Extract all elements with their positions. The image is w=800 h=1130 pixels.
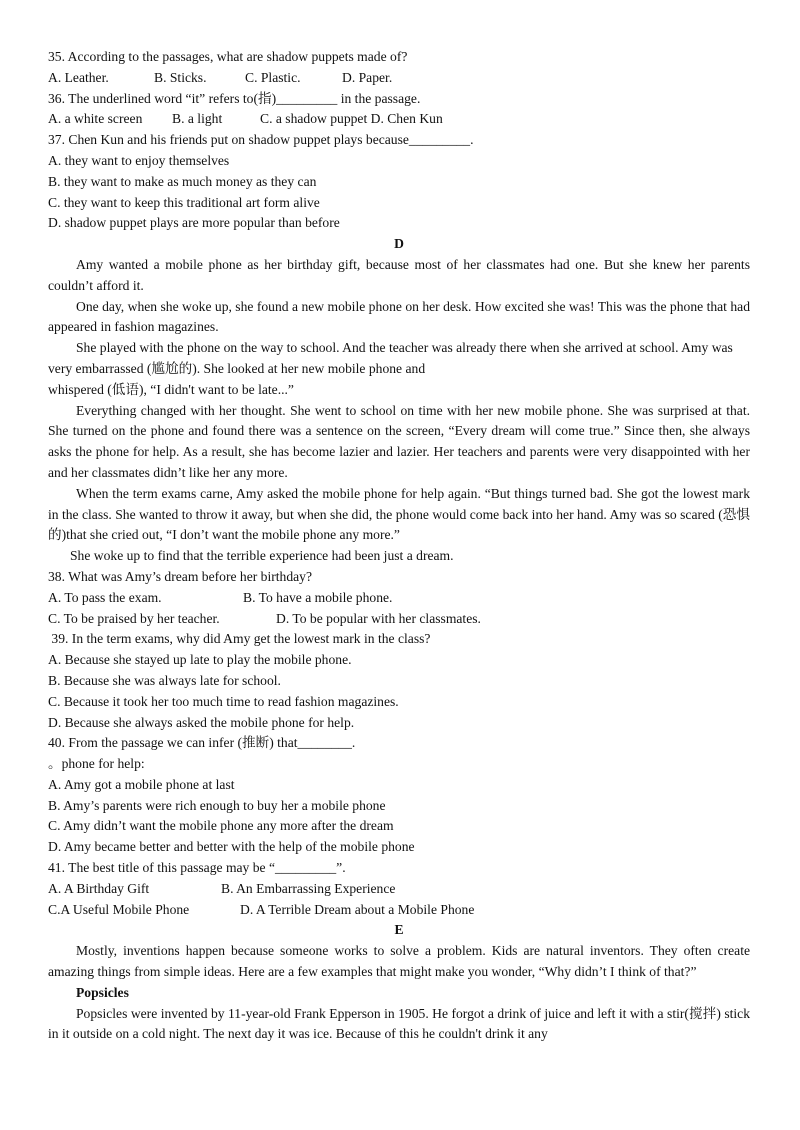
- q41-option-b: B. An Embarrassing Experience: [221, 880, 396, 896]
- q35-option-d: D. Paper.: [342, 69, 393, 85]
- q37-option-c: C. they want to keep this traditional art form alive: [48, 194, 320, 210]
- question-38-stem: 38. What was Amy’s dream before her birthday?: [48, 568, 312, 584]
- q40-option-b: B. Amy’s parents were rich enough to buy her a mobile phone: [48, 797, 386, 813]
- section-d-paragraph-5: When the term exams carne, Amy asked the mobile phone for help again. “But things turned bad. She got the lowest mark in the class. She wanted to throw it away, but when she did, the phone would come back into her hand. Amy was so scared (恐惧的)that she cried out, “I don’t want the mobile phone any more.”: [48, 485, 750, 543]
- q37-option-a: A. they want to enjoy themselves: [48, 152, 230, 168]
- section-d-paragraph-3: She played with the phone on the way to school. And the teacher was already there when she arrived at school. Amy was very embarrassed (尴尬的). She looked at her new mobile phone and: [48, 340, 733, 376]
- q40-option-d: D. Amy became better and better with the help of the mobile phone: [48, 839, 415, 855]
- question-38-options-row-2: [48, 609, 750, 630]
- q35-option-a: A. Leather.: [48, 69, 109, 85]
- q38-option-b: B. To have a mobile phone.: [243, 589, 393, 605]
- q40-option-c: C. Amy didn’t want the mobile phone any more after the dream: [48, 818, 394, 834]
- section-e-heading: E: [394, 922, 404, 938]
- question-35-options: [48, 68, 750, 89]
- section-d-paragraph-1: Amy wanted a mobile phone as her birthday gift, because most of her classmates had one. But she knew her parents couldn’t afford it.: [48, 256, 750, 293]
- q39-option-c: C. Because it took her too much time to read fashion magazines.: [48, 693, 399, 709]
- question-41-options-row-1: [48, 879, 750, 900]
- section-d-paragraph-2: One day, when she woke up, she found a new mobile phone on her desk. How excited she was! This was the phone that had appeared in fashion magazines.: [48, 298, 750, 335]
- q41-option-d: D. A Terrible Dream about a Mobile Phone: [240, 901, 475, 917]
- question-37-stem: 37. Chen Kun and his friends put on shadow puppet plays because_________.: [48, 132, 474, 148]
- q38-option-a: A. To pass the exam.: [48, 589, 162, 605]
- q35-option-b: B. Sticks.: [154, 69, 207, 85]
- question-41-options-row-2: [48, 900, 750, 921]
- q41-option-c: C.A Useful Mobile Phone: [48, 901, 190, 917]
- section-d-paragraph-3-continued: whispered (低语), “I didn't want to be late...”: [48, 381, 294, 397]
- question-41-stem: 41. The best title of this passage may be “_________”.: [48, 860, 346, 876]
- q39-option-b: B. Because she was always late for school.: [48, 672, 281, 688]
- q36-option-c: C. a shadow puppet D. Chen Kun: [260, 111, 443, 127]
- question-38-options-row-1: [48, 588, 750, 609]
- q36-option-b: B. a light: [172, 111, 223, 127]
- section-e-subheading: Popsicles: [76, 984, 129, 1000]
- question-35-stem: 35. According to the passages, what are shadow puppets made of?: [48, 49, 408, 64]
- section-d-paragraph-6: She woke up to find that the terrible experience had been just a dream.: [70, 548, 454, 564]
- document-page: [48, 47, 750, 1045]
- section-d-paragraph-4: Everything changed with her thought. She went to school on time with her new mobile phone. She was surprised at that. She turned on the phone and found there was a sentence on the screen, “Every dream will come true.” Since then, she always asks the phone for help. As a result, she has become lazier and lazier. Her teachers and parents were very disappointed with her and her classmates didn’t like her any more.: [48, 402, 750, 480]
- q38-option-c: C. To be praised by her teacher.: [48, 610, 220, 626]
- q39-option-a: A. Because she stayed up late to play the mobile phone.: [48, 652, 352, 668]
- q37-option-d: D. shadow puppet plays are more popular than before: [48, 215, 340, 231]
- q38-option-d: D. To be popular with her classmates.: [276, 610, 481, 626]
- question-36-stem: 36. The underlined word “it” refers to(指)_________ in the passage.: [48, 90, 421, 106]
- q41-option-a: A. A Birthday Gift: [48, 880, 150, 896]
- q35-option-c: C. Plastic.: [245, 69, 301, 85]
- question-39-stem: 39. In the term exams, why did Amy get the lowest mark in the class?: [48, 631, 431, 647]
- q36-option-a: A. a white screen: [48, 111, 143, 127]
- question-36-options: [48, 109, 750, 130]
- section-d-heading: D: [394, 236, 404, 252]
- section-e-paragraph-1: Mostly, inventions happen because someone works to solve a problem. Kids are natural inventors. They often create amazing things from simple ideas. Here are a few examples that might make you wonder, “Why didn’t I think of that?”: [48, 943, 750, 980]
- q40-stray-line: 。phone for help:: [48, 756, 145, 772]
- q39-option-d: D. Because she always asked the mobile phone for help.: [48, 714, 355, 730]
- section-e-paragraph-2: Popsicles were invented by 11-year-old Frank Epperson in 1905. He forgot a drink of juice and left it with a stir(搅拌) stick in it outside on a cold night. The next day it was ice. Because of this he couldn't drink it any: [48, 1005, 750, 1042]
- question-40-stem: 40. From the passage we can infer (推断) that________.: [48, 735, 356, 751]
- q37-option-b: B. they want to make as much money as they can: [48, 173, 317, 189]
- q40-option-a: A. Amy got a mobile phone at last: [48, 776, 235, 792]
